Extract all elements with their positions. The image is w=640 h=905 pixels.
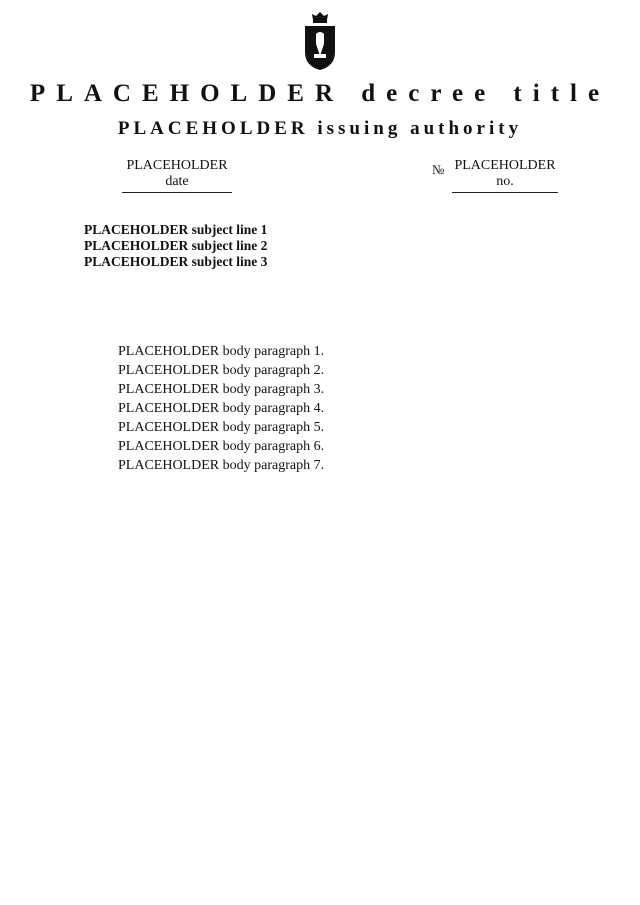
body-paragraph: PLACEHOLDER body paragraph 7. (118, 458, 325, 473)
body-paragraph: PLACEHOLDER body paragraph 3. (118, 382, 325, 397)
decree-date: PLACEHOLDER date (122, 158, 232, 193)
decree-body (80, 342, 602, 475)
decree-number: PLACEHOLDER no. (452, 158, 558, 193)
body-paragraph: PLACEHOLDER body paragraph 1. (118, 344, 325, 359)
number-sign: № (432, 162, 445, 177)
body-paragraph: PLACEHOLDER body paragraph 4. (118, 401, 325, 416)
body-paragraph: PLACEHOLDER body paragraph 6. (118, 439, 325, 454)
coat-of-arms-icon (297, 10, 343, 72)
document-issuer: PLACEHOLDER issuing authority (117, 118, 523, 139)
document-title: PLACEHOLDER decree title (29, 80, 611, 107)
body-paragraph: PLACEHOLDER body paragraph 5. (118, 420, 325, 435)
decree-subject: PLACEHOLDER subject line 1 PLACEHOLDER subject line 2 PLACEHOLDER subject line 3 (84, 222, 268, 269)
body-paragraph: PLACEHOLDER body paragraph 2. (118, 363, 325, 378)
